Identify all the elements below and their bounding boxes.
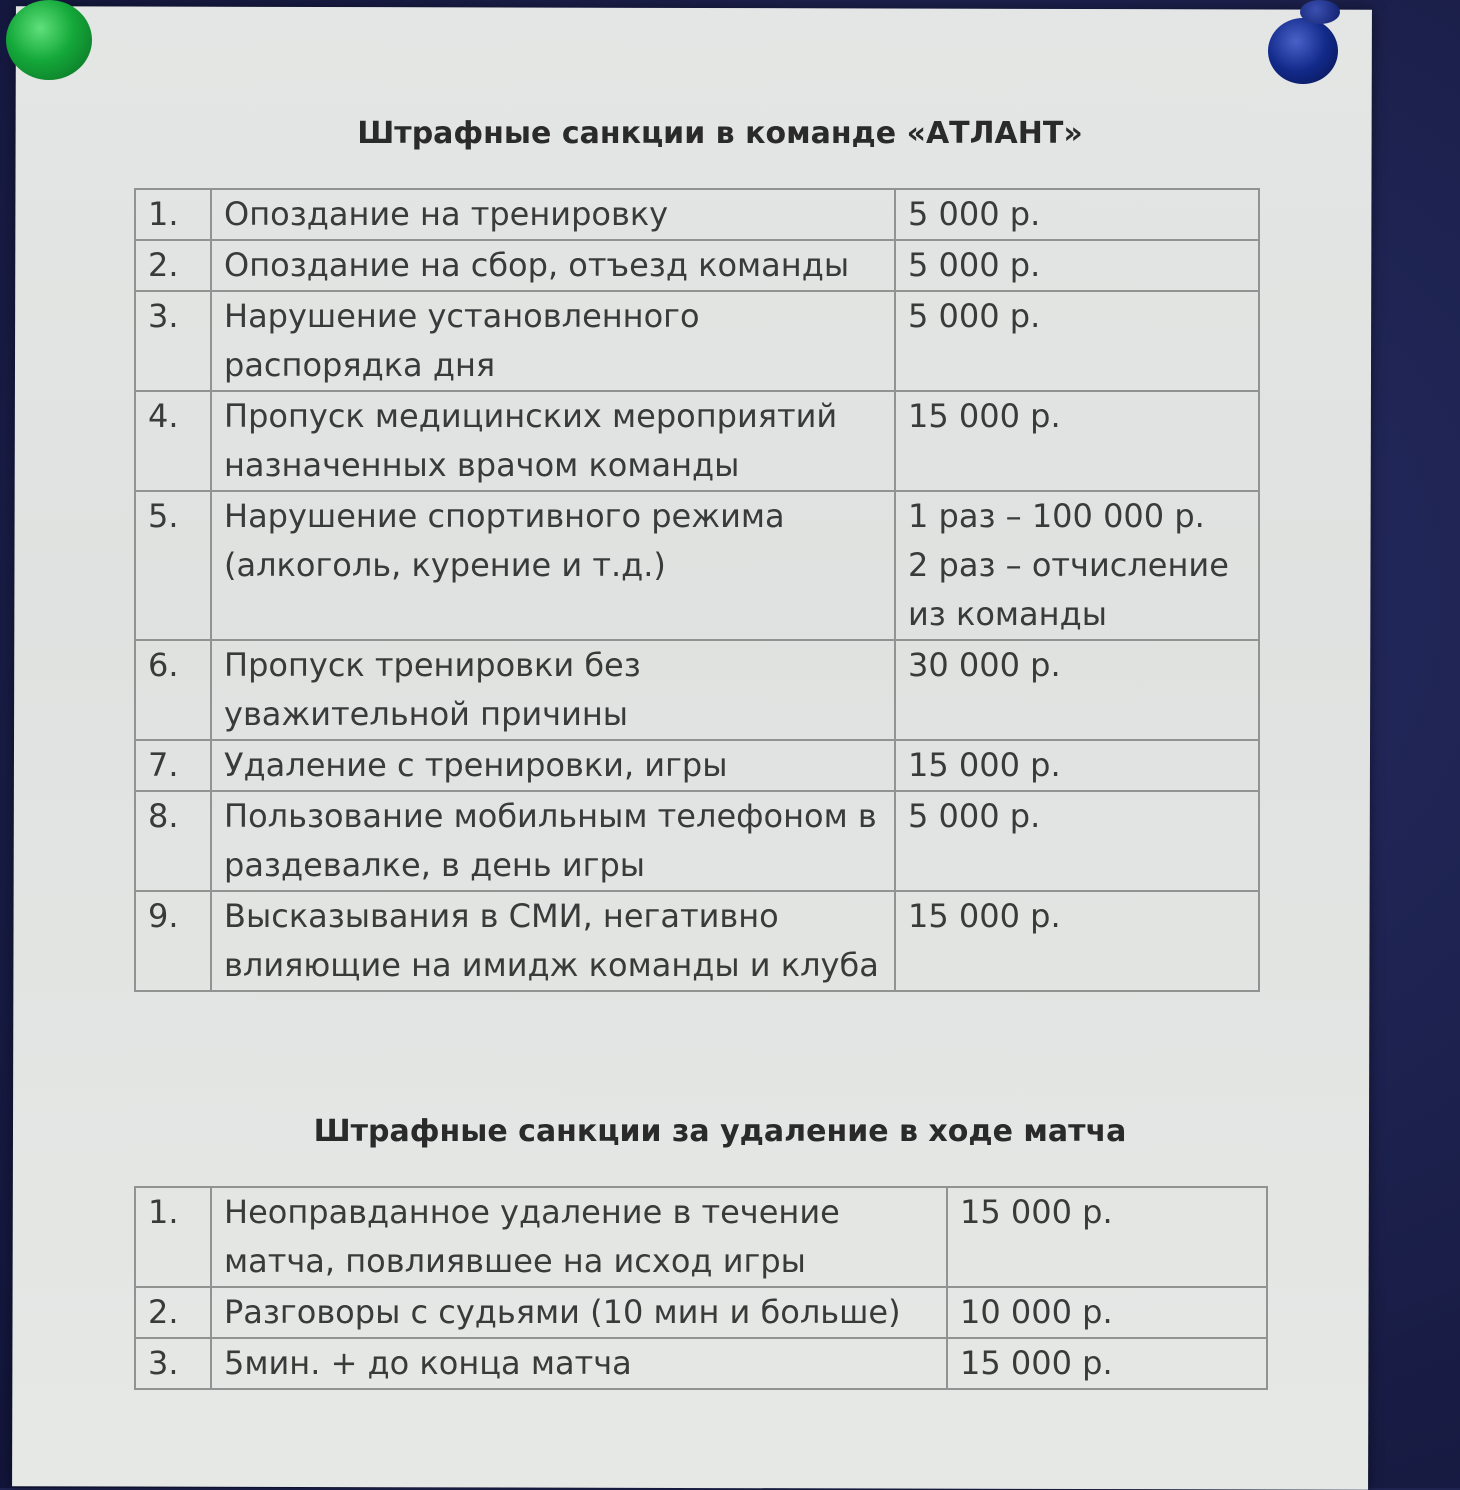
row-number: 1.: [135, 1187, 211, 1287]
row-number: 1.: [135, 189, 211, 240]
penalty-description: Пропуск медицинских мероприятий назначенных врачом команды: [211, 391, 895, 491]
table-row: [135, 189, 1259, 240]
table-row: [135, 240, 1259, 291]
table-row: [135, 491, 1259, 640]
row-number: 8.: [135, 791, 211, 891]
green-pushpin-icon: [6, 0, 92, 80]
penalty-amount: 15 000 р.: [895, 740, 1259, 791]
row-number: 5.: [135, 491, 211, 640]
penalty-amount-first: 1 раз – 100 000 р.: [908, 497, 1205, 535]
table-row: [135, 791, 1259, 891]
penalties-table: [134, 188, 1260, 992]
penalty-description: Удаление с тренировки, игры: [211, 740, 895, 791]
penalty-amount: 15 000 р.: [895, 891, 1259, 991]
penalty-amount: 5 000 р.: [895, 240, 1259, 291]
penalty-description: Высказывания в СМИ, негативно влияющие на имидж команды и клуба: [211, 891, 895, 991]
blue-pushpin-head-icon: [1300, 0, 1340, 24]
penalty-amount: 10 000 р.: [947, 1287, 1267, 1338]
penalty-description: 5мин. + до конца матча: [211, 1338, 947, 1389]
penalty-description: Пользование мобильным телефоном в раздевалке, в день игры: [211, 791, 895, 891]
table-row: [135, 391, 1259, 491]
table-row: [135, 891, 1259, 991]
table-row: [135, 1338, 1267, 1389]
penalty-description: Разговоры с судьями (10 мин и больше): [211, 1287, 947, 1338]
row-number: 3.: [135, 291, 211, 391]
row-number: 6.: [135, 640, 211, 740]
row-number: 2.: [135, 240, 211, 291]
penalty-description: Нарушение спортивного режима (алкоголь, курение и т.д.): [211, 491, 895, 640]
penalty-amount: 15 000 р.: [947, 1338, 1267, 1389]
penalty-description: Неоправданное удаление в течение матча, повлиявшее на исход игры: [211, 1187, 947, 1287]
section2-title: Штрафные санкции за удаление в ходе матча: [313, 1114, 1127, 1149]
section1-title: Штрафные санкции в команде «АТЛАНТ»: [357, 116, 1083, 151]
table-row: [135, 640, 1259, 740]
table-row: [135, 291, 1259, 391]
penalty-amount: 15 000 р.: [895, 391, 1259, 491]
table-row: [135, 1187, 1267, 1287]
row-number: 4.: [135, 391, 211, 491]
penalty-amount: 5 000 р.: [895, 189, 1259, 240]
penalty-amount-second: 2 раз – отчисление из команды: [908, 546, 1229, 633]
row-number: 3.: [135, 1338, 211, 1389]
penalty-description: Опоздание на сбор, отъезд команды: [211, 240, 895, 291]
penalty-description: Пропуск тренировки без уважительной причины: [211, 640, 895, 740]
row-number: 7.: [135, 740, 211, 791]
penalty-amount: [895, 491, 1259, 640]
penalty-description: Нарушение установленного распорядка дня: [211, 291, 895, 391]
penalty-amount: 5 000 р.: [895, 791, 1259, 891]
penalty-amount: 15 000 р.: [947, 1187, 1267, 1287]
match-penalties-table: [134, 1186, 1268, 1390]
penalty-description: Опоздание на тренировку: [211, 189, 895, 240]
blue-pushpin-icon: [1268, 18, 1338, 84]
table-row: [135, 1287, 1267, 1338]
row-number: 2.: [135, 1287, 211, 1338]
table-row: [135, 740, 1259, 791]
penalty-amount: 30 000 р.: [895, 640, 1259, 740]
penalty-amount: 5 000 р.: [895, 291, 1259, 391]
row-number: 9.: [135, 891, 211, 991]
